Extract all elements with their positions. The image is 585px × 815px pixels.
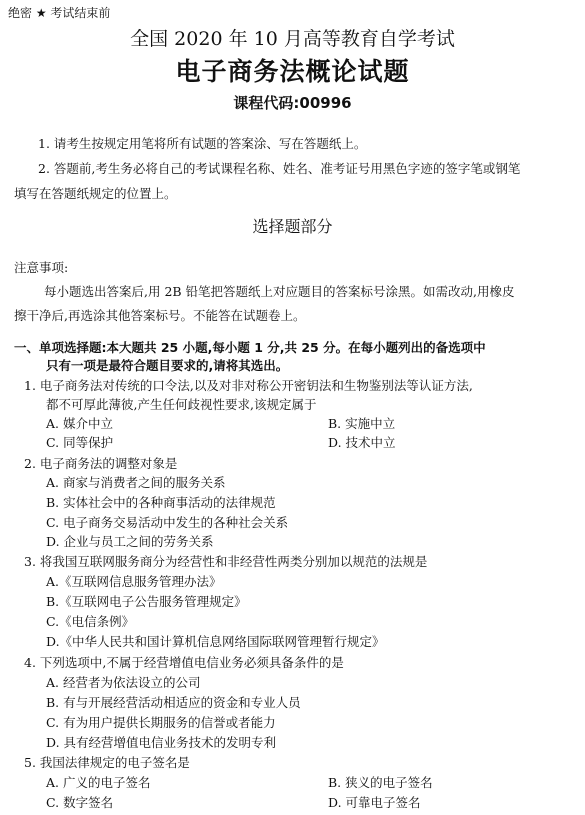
exam-title: 全国 2020 年 10 月高等教育自学考试 — [130, 28, 455, 50]
part-one-heading: 一、单项选择题:本大题共 25 小题,每小题 1 分,共 25 分。在每小题列出的备选项中 — [14, 340, 486, 355]
instruction-1: 1. 请考生按规定用笔将所有试题的答案涂、写在答题纸上。 — [38, 136, 367, 151]
question-4-option-d: D. 具有经营增值电信业务技术的发明专利 — [46, 735, 277, 750]
question-1-option-d: D. 技术中立 — [328, 435, 396, 450]
question-2-option-d: D. 企业与员工之间的劳务关系 — [46, 534, 214, 549]
confidential-label: 绝密 ★ 考试结束前 — [8, 6, 111, 20]
question-5-option-a: A. 广义的电子签名 — [46, 775, 151, 790]
question-4-option-a: A. 经营者为依法设立的公司 — [46, 675, 201, 690]
question-1-stem: 1. 电子商务法对传统的口令法,以及对非对称公开密钥法和生物鉴别法等认证方法, — [24, 378, 473, 393]
question-2-option-a: A. 商家与消费者之间的服务关系 — [46, 475, 226, 490]
subject-title: 电子商务法概论试题 — [175, 57, 410, 86]
question-5-option-b: B. 狭义的电子签名 — [328, 775, 433, 790]
question-4-option-b: B. 有与开展经营活动相适应的资金和专业人员 — [46, 695, 301, 710]
question-4-option-c: C. 有为用户提供长期服务的信誉或者能力 — [46, 715, 276, 730]
instruction-2-cont: 填写在答题纸规定的位置上。 — [14, 186, 177, 201]
question-2-stem: 2. 电子商务法的调整对象是 — [24, 456, 178, 471]
question-2-option-c: C. 电子商务交易活动中发生的各种社会关系 — [46, 515, 289, 530]
question-3-option-a: A.《互联网信息服务管理办法》 — [46, 574, 222, 589]
notes-line-2: 擦干净后,再选涂其他答案标号。不能答在试题卷上。 — [14, 308, 306, 323]
question-2-option-b: B. 实体社会中的各种商事活动的法律规范 — [46, 495, 276, 510]
question-3-option-d: D.《中华人民共和国计算机信息网络国际联网管理暂行规定》 — [46, 634, 385, 649]
notes-heading: 注意事项: — [14, 260, 69, 275]
question-1-option-c: C. 同等保护 — [46, 435, 114, 450]
question-1-option-b: B. 实施中立 — [328, 416, 396, 431]
notes-line-1: 每小题选出答案后,用 2B 铅笔把答题纸上对应题目的答案标号涂黑。如需改动,用橡皮 — [44, 284, 515, 299]
question-1-option-a: A. 媒介中立 — [46, 416, 113, 431]
question-5-option-c: C. 数字签名 — [46, 795, 114, 810]
section-title: 选择题部分 — [252, 217, 333, 236]
question-5-option-d: D. 可靠电子签名 — [328, 795, 421, 810]
question-3-option-c: C.《电信条例》 — [46, 614, 135, 629]
question-3-stem: 3. 将我国互联网服务商分为经营性和非经营性两类分别加以规范的法规是 — [24, 554, 428, 569]
course-code: 课程代码:00996 — [233, 94, 352, 112]
part-one-heading-cont: 只有一项是最符合题目要求的,请将其选出。 — [46, 358, 289, 373]
question-1-stem-cont: 都不可厚此薄彼,产生任何歧视性要求,该规定属于 — [46, 397, 317, 412]
question-4-stem: 4. 下列选项中,不属于经营增值电信业务必须具备条件的是 — [24, 655, 344, 670]
question-5-stem: 5. 我国法律规定的电子签名是 — [24, 755, 190, 770]
question-3-option-b: B.《互联网电子公告服务管理规定》 — [46, 594, 247, 609]
instruction-2: 2. 答题前,考生务必将自己的考试课程名称、姓名、准考证号用黑色字迹的签字笔或钢笔 — [38, 161, 521, 176]
